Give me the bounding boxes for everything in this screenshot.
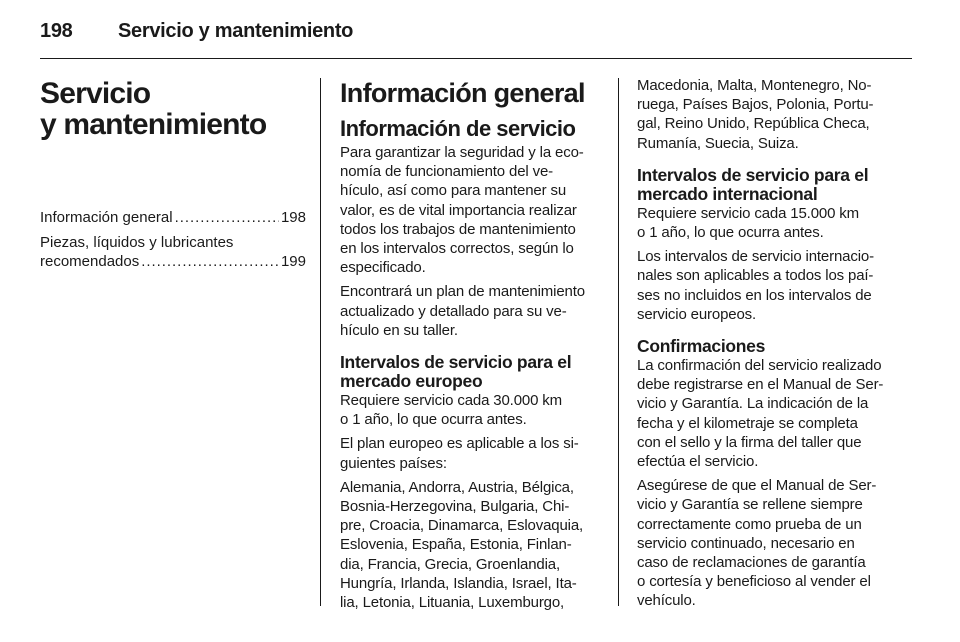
running-title: Servicio y mantenimiento — [118, 20, 354, 42]
paragraph: Encontrará un plan de mantenimiento actualizado y detallado para su ve- hículo en su taller. — [340, 283, 585, 339]
european-intervals-heading: Intervalos de servicio para el mercado europeo — [340, 352, 572, 392]
toc-entry-parts-fluids[interactable]: Piezas, líquidos y lubricantes recomendados . . . 199 — [40, 233, 306, 271]
page-number: 198 — [40, 20, 73, 42]
toc-leader-dots — [175, 208, 279, 227]
chapter-column — [40, 74, 306, 277]
content-column-3 — [637, 76, 905, 616]
column-divider-2 — [618, 78, 619, 606]
toc-leader-dots — [141, 252, 279, 271]
country-list: Alemania, Andorra, Austria, Bélgica, Bosnia-Herzegovina, Bulgaria, Chi- pre, Croacia, Dinamarca, Eslovaquia, Eslovenia, España, Estonia, Finlan- dia, Francia, Grecia, Groenlandia, Hungría, Irlanda, Islandia, Israel, Ita- lia, Letonia, Lituania, Luxemburgo, — [340, 478, 584, 612]
international-intervals-heading: Intervalos de servicio para el mercado internacional — [637, 164, 869, 204]
paragraph: Requiere servicio cada 15.000 km o 1 año, lo que ocurra antes. — [637, 204, 859, 242]
chapter-title: Servicio y mantenimiento — [40, 77, 267, 141]
table-of-contents — [40, 208, 306, 271]
country-list-continued: Macedonia, Malta, Montenegro, No- ruega, Países Bajos, Polonia, Portu- gal, Reino Unido, República Checa, Rumanía, Suecia, Suiza. — [637, 77, 874, 152]
toc-entry-general-info[interactable]: Información general . . . 198 — [40, 208, 306, 227]
content-column-2 — [340, 74, 606, 617]
paragraph: El plan europeo es aplicable a los si- guientes países: — [340, 435, 579, 472]
paragraph: La confirmación del servicio realizado debe registrarse en el Manual de Ser- vicio y Garantía. La indicación de la fecha y el kilometraje se completa con el sello y la firma del taller que efectúa el servicio. — [637, 357, 884, 471]
section-title: Información general — [340, 78, 585, 108]
page-header — [40, 14, 920, 48]
paragraph: Para garantizar la seguridad y la eco- nomía de funcionamiento del ve- hículo, así como para mantener su valor, es de vital importancia realizar todos los trabajos de mantenimiento en los intervalos correctos, según lo especificado. — [340, 144, 584, 277]
confirmations-heading: Confirmaciones — [637, 336, 766, 357]
paragraph: Los intervalos de servicio internacio- nales son aplicables a todos los paí- ses no incluidos en los intervalos de servicio europeos. — [637, 248, 874, 323]
paragraph: Requiere servicio cada 30.000 km o 1 año, lo que ocurra antes. — [340, 392, 562, 429]
column-divider-1 — [320, 78, 321, 606]
paragraph: Asegúrese de que el Manual de Ser- vicio y Garantía se rellene siempre correctamente como prueba de un servicio continuado, necesario en caso de reclamaciones de garantía o cortesía y beneficioso al vender el vehículo. — [637, 477, 877, 610]
service-info-heading: Información de servicio — [340, 116, 576, 141]
header-rule — [40, 58, 912, 59]
